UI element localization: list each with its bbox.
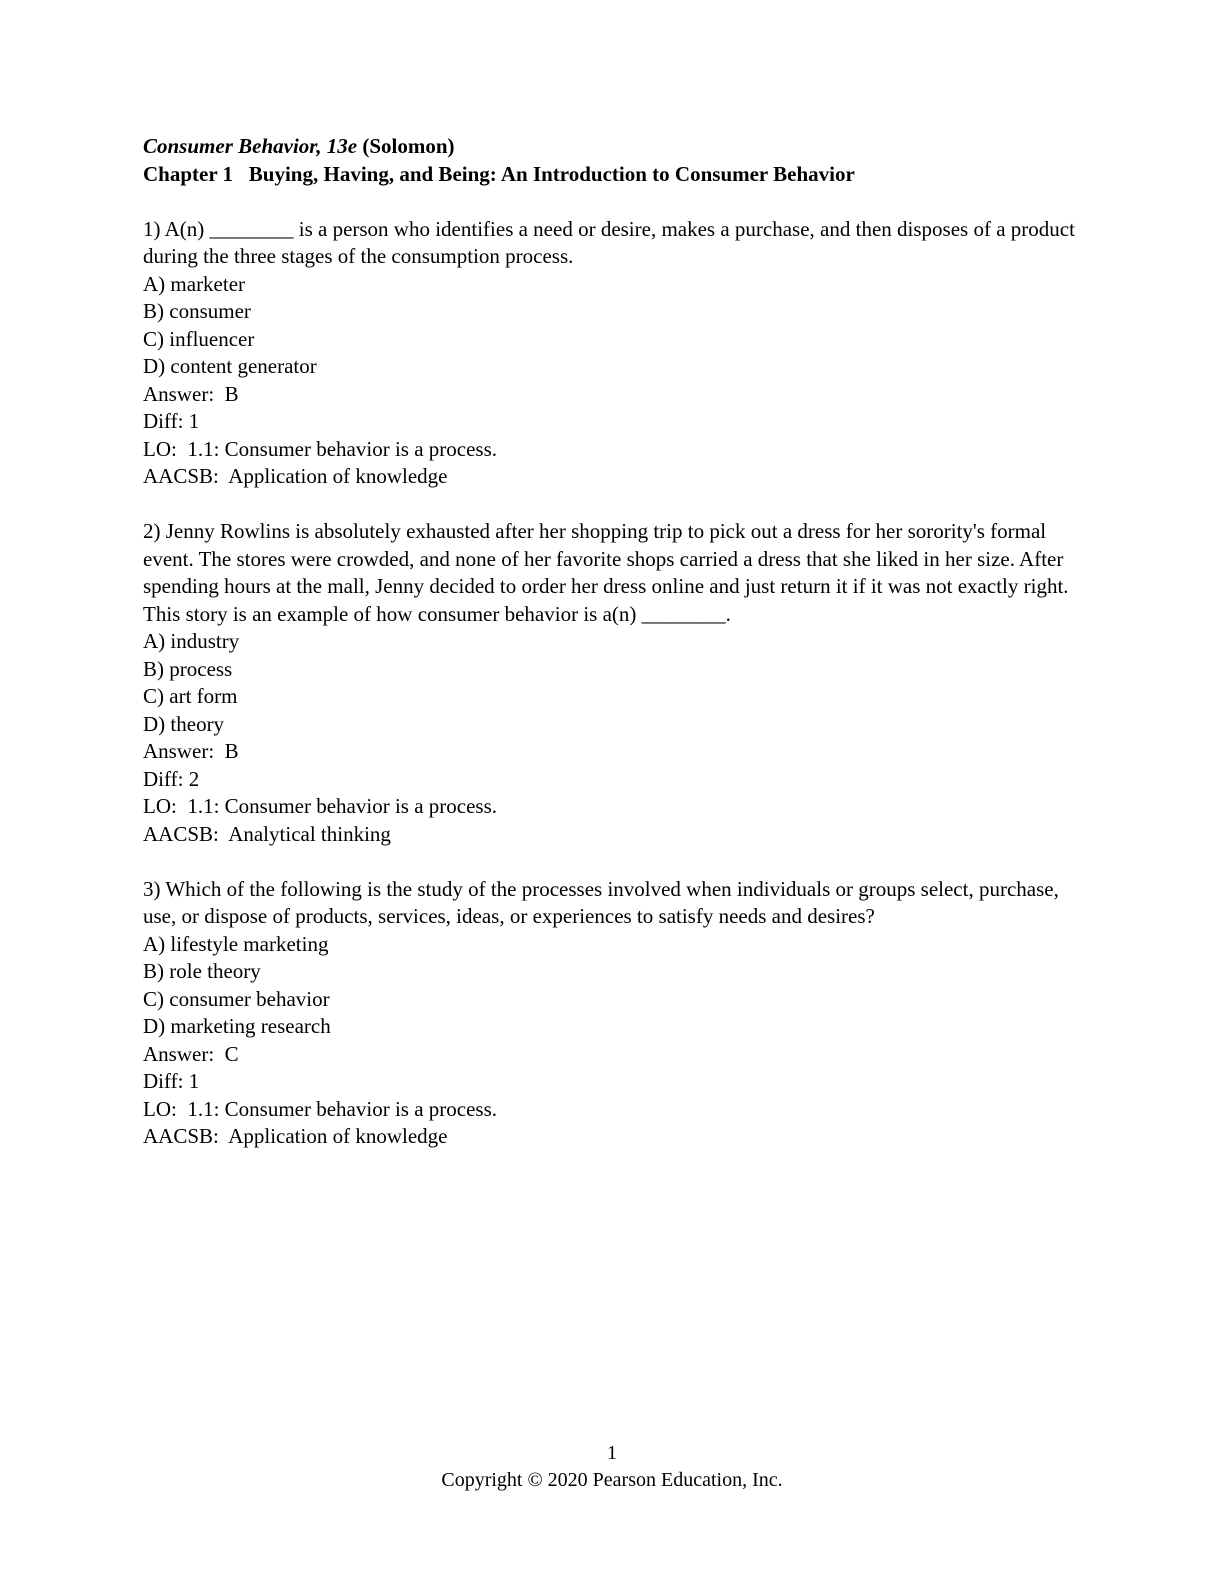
book-title-italic: Consumer Behavior, 13e	[143, 134, 358, 158]
choice-c: C) consumer behavior	[143, 986, 330, 1011]
question-block-1	[143, 216, 1084, 491]
choice-d: D) theory	[143, 711, 225, 736]
page-footer	[0, 1440, 1224, 1494]
answer-line: Answer: B	[143, 381, 239, 406]
chapter-heading: Chapter 1 Buying, Having, and Being: An Introduction to Consumer Behavior	[143, 161, 855, 186]
book-title	[143, 133, 1084, 161]
choice-b: B) process	[143, 656, 233, 681]
choice-b: B) consumer	[143, 299, 251, 323]
blank-line	[143, 848, 1084, 876]
choice-d: D) marketing research	[143, 1014, 331, 1038]
question-text: 2) Jenny Rowlins is absolutely exhausted after her shopping trip to pick out a dress for her sorority's formal event. The stores were crowded, and none of her favorite shops carried a dress that she liked in her size. After spending hours at the mall, Jenny decided to order her dress online and just return it if it was not exactly right. This story is an example of how consumer behavior is a(n) ________.	[143, 519, 1074, 626]
choice-c: C) art form	[143, 684, 238, 708]
question-text: 3) Which of the following is the study of the processes involved when individuals or groups select, purchase, use, or dispose of products, services, ideas, or experiences to satisfy needs and desires?	[143, 876, 1065, 928]
copyright-line: Copyright © 2020 Pearson Education, Inc.	[441, 1469, 783, 1491]
question-block-3	[143, 876, 1084, 1151]
choice-a: A) lifestyle marketing	[143, 931, 329, 956]
question-block-2	[143, 518, 1084, 848]
diff-line: Diff: 1	[143, 1069, 200, 1093]
choice-b: B) role theory	[143, 959, 261, 983]
page-content	[143, 133, 1084, 1151]
choice-d: D) content generator	[143, 354, 317, 378]
diff-line: Diff: 2	[143, 766, 200, 791]
answer-line: Answer: B	[143, 739, 239, 763]
choice-c: C) influencer	[143, 326, 255, 351]
book-title-author: (Solomon)	[357, 134, 455, 158]
blank-line	[143, 188, 1084, 216]
aacsb-line: AACSB: Application of knowledge	[143, 464, 448, 488]
lo-line: LO: 1.1: Consumer behavior is a process.	[143, 794, 498, 818]
question-text: 1) A(n) ________ is a person who identifies a need or desire, makes a purchase, and then disposes of a product during the three stages of the consumption process.	[143, 216, 1081, 268]
answer-line: Answer: C	[143, 1041, 239, 1066]
blank-line	[143, 491, 1084, 519]
page-number: 1	[607, 1442, 617, 1464]
lo-line: LO: 1.1: Consumer behavior is a process.	[143, 436, 498, 461]
lo-line: LO: 1.1: Consumer behavior is a process.	[143, 1096, 498, 1121]
choice-a: A) industry	[143, 629, 240, 653]
aacsb-line: AACSB: Application of knowledge	[143, 1124, 448, 1148]
aacsb-line: AACSB: Analytical thinking	[143, 821, 391, 846]
choice-a: A) marketer	[143, 271, 246, 296]
diff-line: Diff: 1	[143, 409, 200, 433]
